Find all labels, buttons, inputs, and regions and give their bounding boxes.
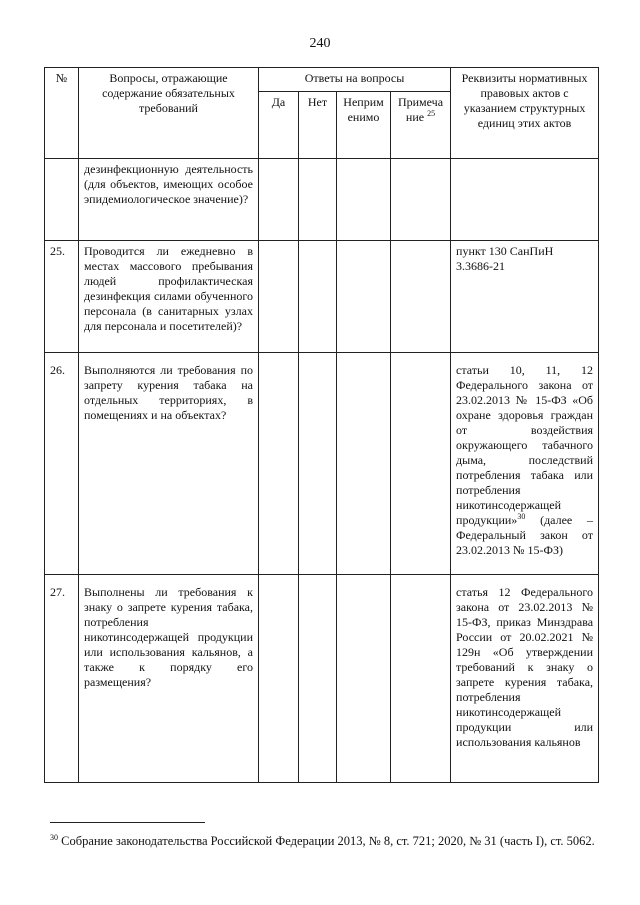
answer-na-cell (337, 575, 391, 783)
footnote-text: Собрание законодательства Российской Федерации 2013, № 8, ст. 721; 2020, № 31 (часть I), ст. 5062. (58, 834, 595, 848)
footnote-divider (50, 822, 205, 823)
answer-no-cell (299, 159, 337, 241)
header-note-footnote-ref: 25 (427, 109, 436, 118)
row-number: 25. (45, 241, 79, 353)
row-question: Проводится ли ежедневно в местах массового пребывания людей профилактическая дезинфекция силами обученного персонала (в санитарных узлах для персонала и посетителей)? (79, 241, 259, 353)
row-question: Выполняются ли требования по запрету курения табака на отдельных территориях, в помещениях и на объектах? (79, 353, 259, 575)
header-number: № (45, 68, 79, 159)
answer-note-cell (391, 159, 451, 241)
row-requisites: пункт 130 СанПиН 3.3686-21 (451, 241, 599, 353)
answer-na-cell (337, 241, 391, 353)
answer-na-cell (337, 159, 391, 241)
row-requisites (451, 159, 599, 241)
answer-no-cell (299, 575, 337, 783)
answer-na-cell (337, 353, 391, 575)
header-note-label: Примечание (397, 95, 444, 124)
header-answers: Ответы на вопросы (259, 68, 451, 92)
page-number: 240 (309, 36, 331, 51)
header-questions: Вопросы, отражающие содержание обязательных требований (79, 68, 259, 159)
header-note (391, 92, 451, 159)
header-no: Нет (299, 92, 337, 159)
row-requisites (451, 353, 599, 575)
table-row (45, 241, 599, 353)
answer-note-cell (391, 241, 451, 353)
row-number: 27. (45, 575, 79, 783)
footnote (50, 833, 595, 850)
row-question: дезинфекционную деятельность (для объектов, имеющих особое эпидемиологическое значение)? (79, 159, 259, 241)
header-not-applicable: Неприменимо (337, 92, 391, 159)
table-row (45, 353, 599, 575)
requirements-table (44, 67, 599, 783)
answer-note-cell (391, 353, 451, 575)
answer-no-cell (299, 241, 337, 353)
table-row (45, 575, 599, 783)
table-row (45, 159, 599, 241)
row-requisites-tail: (далее – Федеральный закон от 23.02.2013 № 15-ФЗ) (456, 513, 594, 557)
row-requisites-text: статьи 10, 11, 12 Федерального закона от 23.02.2013 № 15-ФЗ «Об охране здоровья граждан от воздействия окружающего табачного дыма, последствий потребления табака или потребления никотинсодержащей продукции» (456, 363, 594, 527)
answer-yes-cell (259, 575, 299, 783)
answer-yes-cell (259, 353, 299, 575)
answer-yes-cell (259, 159, 299, 241)
footnote-mark: 30 (50, 832, 58, 842)
answer-note-cell (391, 575, 451, 783)
answer-yes-cell (259, 241, 299, 353)
row-number: 26. (45, 353, 79, 575)
row-number (45, 159, 79, 241)
footnote-ref: 30 (517, 512, 526, 521)
row-question: Выполнены ли требования к знаку о запрете курения табака, потребления никотинсодержащей продукции или использования кальянов, а также к порядку его размещения? (79, 575, 259, 783)
row-requisites: статья 12 Федерального закона от 23.02.2013 № 15-ФЗ, приказ Минздрава России от 20.02.2021 № 129н «Об утверждении требований к знаку о запрете курения табака, потребления никотинсодержащей продукции или использования кальянов (451, 575, 599, 783)
answer-no-cell (299, 353, 337, 575)
header-yes: Да (259, 92, 299, 159)
header-requisites: Реквизиты нормативных правовых актов с указанием структурных единиц этих актов (451, 68, 599, 159)
